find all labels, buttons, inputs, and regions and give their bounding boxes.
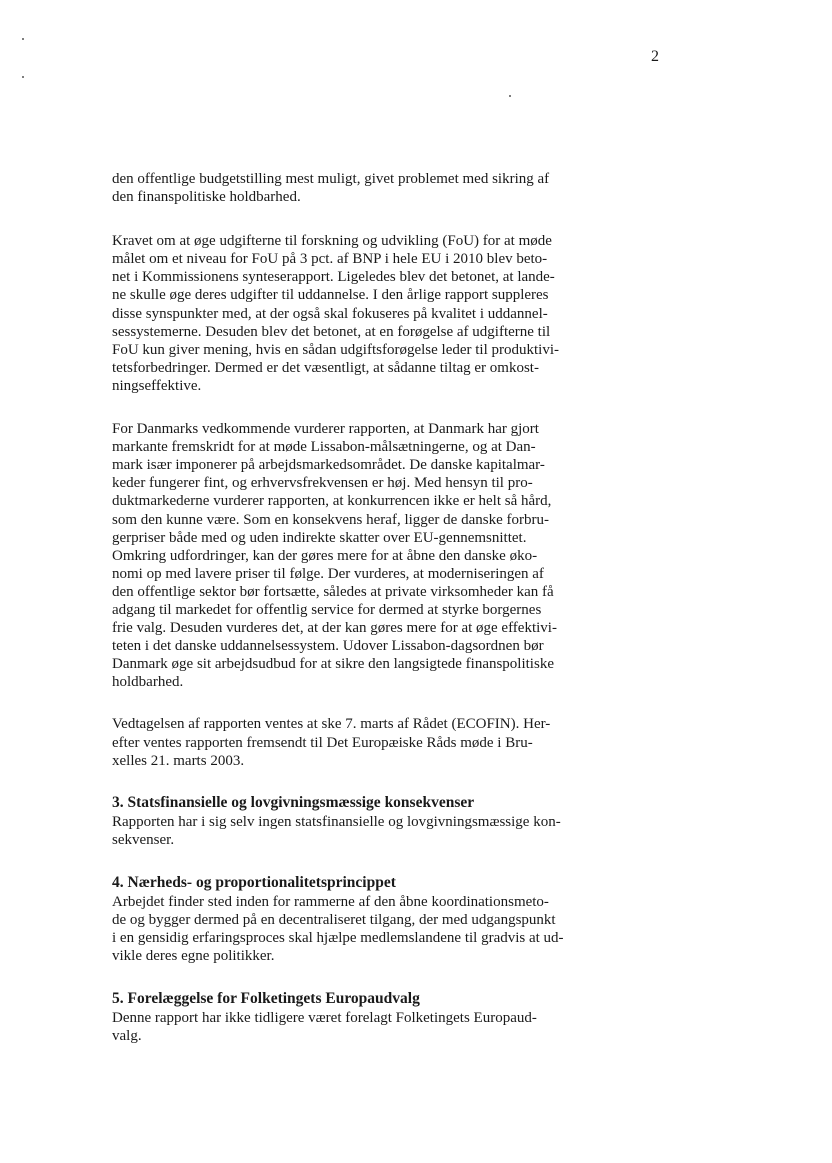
text-line: Danmark øge sit arbejdsudbud for at sikre den langsigtede finanspolitiske xyxy=(112,656,554,673)
text-line: målet om et niveau for FoU på 3 pct. af BNP i hele EU i 2010 blev beto- xyxy=(112,251,548,268)
text-line: xelles 21. marts 2003. xyxy=(112,752,245,769)
text-line: i en gensidig erfaringsproces skal hjælpe medlemslandene til gradvis at ud- xyxy=(112,930,564,947)
section-heading: 3. Statsfinansielle og lovgivningsmæssige konsekvenser xyxy=(112,793,475,811)
section-financial-consequences xyxy=(112,793,628,849)
text-line: valg. xyxy=(112,1028,142,1045)
text-line: sessystemerne. Desuden blev det betonet, at en forøgelse af udgifterne til xyxy=(112,323,551,340)
text-line: ningseffektive. xyxy=(112,377,202,394)
document-body xyxy=(112,170,628,1045)
text-line: ne skulle øge deres udgifter til uddannelse. I den årlige rapport suppleres xyxy=(112,287,549,304)
text-line: teten i det danske uddannelsessystem. Udover Lissabon-dagsordnen bør xyxy=(112,638,544,655)
paragraph-adoption xyxy=(112,715,628,769)
scan-speck xyxy=(22,38,24,40)
text-line: den offentlige budgetstilling mest muligt, givet problemet med sikring af xyxy=(112,171,550,187)
page-number: 2 xyxy=(651,48,659,65)
text-line: efter ventes rapporten fremsendt til Det Europæiske Råds møde i Bru- xyxy=(112,734,533,751)
paragraph-denmark-assessment xyxy=(112,420,628,691)
text-line: keder fungerer fint, og erhvervsfrekvensen er høj. Med hensyn til pro- xyxy=(112,475,533,492)
text-line: mark især imponerer på arbejdsmarkedsområdet. De danske kapitalmar- xyxy=(112,457,545,474)
text-line: nomi op med lavere priser til følge. Der vurderes, at moderniseringen af xyxy=(112,565,544,582)
section-european-committee xyxy=(112,989,628,1045)
text-line: net i Kommissionens synteserapport. Ligeledes blev det betonet, at lande- xyxy=(112,269,555,286)
text-line: som den kunne være. Som en konsekvens heraf, ligger de danske forbru- xyxy=(112,511,549,528)
text-line: tetsforbedringer. Dermed er det væsentligt, at sådanne tiltag er omkost- xyxy=(112,359,539,376)
text-line: sekvenser. xyxy=(112,831,175,848)
text-line: Vedtagelsen af rapporten ventes at ske 7. marts af Rådet (ECOFIN). Her- xyxy=(112,716,551,733)
text-line: For Danmarks vedkommende vurderer rapporten, at Danmark har gjort xyxy=(112,421,539,438)
text-line: Rapporten har i sig selv ingen statsfinansielle og lovgivningsmæssige kon- xyxy=(112,813,561,830)
text-line: FoU kun giver mening, hvis en sådan udgiftsforøgelse leder til produktivi- xyxy=(112,341,560,358)
text-line: gerpriser både med og uden indirekte skatter over EU-gennemsnittet. xyxy=(112,529,527,546)
scan-speck xyxy=(22,76,24,78)
text-line: vikle deres egne politikker. xyxy=(112,948,275,965)
text-line: Kravet om at øge udgifterne til forskning og udvikling (FoU) for at møde xyxy=(112,233,552,250)
paragraph-research-development xyxy=(112,232,628,395)
text-line: frie valg. Desuden vurderes det, at der kan gøres mere for at øge effektivi- xyxy=(112,620,557,637)
text-line: Arbejdet finder sted inden for rammerne af den åbne koordinationsmeto- xyxy=(112,893,549,910)
text-line: Denne rapport har ikke tidligere været forelagt Folketingets Europaud- xyxy=(112,1010,537,1027)
text-line: holdbarhed. xyxy=(112,674,184,691)
text-line: markante fremskridt for at møde Lissabon-målsætningerne, og at Dan- xyxy=(112,439,536,456)
text-line: den finanspolitiske holdbarhed. xyxy=(112,189,301,206)
section-heading: 5. Forelæggelse for Folketingets Europaudvalg xyxy=(112,990,420,1008)
paragraph-budget-continuation xyxy=(112,170,628,206)
text-line: den offentlige sektor bør fortsætte, således at private virksomheder kan få xyxy=(112,583,554,600)
section-subsidiarity xyxy=(112,873,628,965)
text-line: adgang til markedet for offentlig service for dermed at styrke borgernes xyxy=(112,601,542,618)
text-line: Omkring udfordringer, kan der gøres mere for at åbne den danske øko- xyxy=(112,547,538,564)
text-line: disse synspunkter med, at der også skal fokuseres på kvalitet i uddannel- xyxy=(112,305,548,322)
text-line: duktmarkederne vurderer rapporten, at konkurrencen ikke er helt så hård, xyxy=(112,493,552,510)
scan-speck xyxy=(509,95,511,97)
text-line: de og bygger dermed på en decentraliseret tilgang, der med udgangspunkt xyxy=(112,912,556,928)
section-heading: 4. Nærheds- og proportionalitetsprincippet xyxy=(112,873,396,891)
